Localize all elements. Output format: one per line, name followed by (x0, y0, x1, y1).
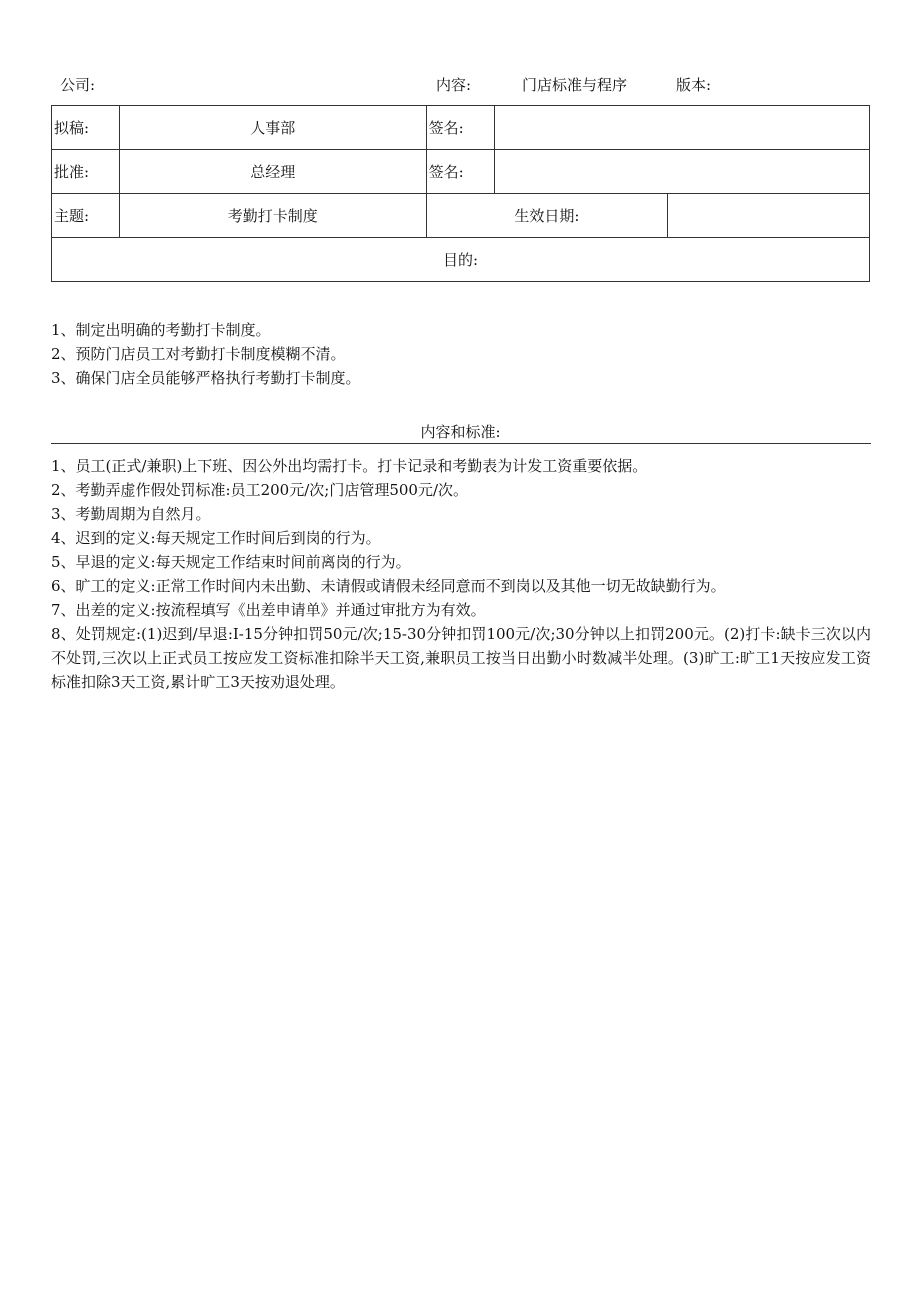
standard-item: 7、出差的定义:按流程填写《出差申请单》并通过审批方为有效。 (51, 601, 486, 619)
standards-list (51, 454, 871, 694)
approve-sign-field[interactable] (494, 150, 869, 194)
purpose-list (51, 318, 870, 390)
standard-item: 4、迟到的定义:每天规定工作时间后到岗的行为。 (51, 529, 381, 547)
draft-sign-label: 签名: (426, 106, 494, 150)
draft-row (52, 106, 870, 150)
effective-date-field[interactable] (668, 194, 870, 238)
draft-value: 人事部 (119, 106, 426, 150)
subject-value: 考勤打卡制度 (119, 194, 426, 238)
draft-label: 拟稿: (52, 106, 120, 150)
approve-sign-label: 签名: (426, 150, 494, 194)
purpose-item: 2、预防门店员工对考勤打卡制度模糊不清。 (51, 345, 346, 363)
purpose-row (52, 238, 870, 282)
effective-date-label: 生效日期: (426, 194, 668, 238)
purpose-label: 目的: (52, 238, 870, 282)
version-label: 版本: (676, 76, 712, 94)
approve-value: 总经理 (119, 150, 426, 194)
standards-divider (51, 443, 871, 444)
standard-item: 3、考勤周期为自然月。 (51, 505, 211, 523)
standard-item: 6、旷工的定义:正常工作时间内未出勤、未请假或请假未经同意而不到岗以及其他一切无故缺勤行为。 (51, 577, 726, 595)
purpose-item: 1、制定出明确的考勤打卡制度。 (51, 321, 271, 339)
standards-title: 内容和标准: (420, 423, 501, 441)
document-info-table (51, 105, 870, 282)
standard-item: 5、早退的定义:每天规定工作结束时间前离岗的行为。 (51, 553, 411, 571)
content-value: 门店标准与程序 (522, 76, 628, 94)
purpose-item: 3、确保门店全员能够严格执行考勤打卡制度。 (51, 369, 361, 387)
draft-sign-field[interactable] (494, 106, 869, 150)
approve-label: 批准: (52, 150, 120, 194)
subject-row (52, 194, 870, 238)
subject-label: 主题: (52, 194, 120, 238)
standard-item-penalties: 8、处罚规定:(1)迟到/早退:I-15分钟扣罚50元/次;15-30分钟扣罚100元/次;30分钟以上扣罚200元。(2)打卡:缺卡三次以内不处罚,三次以上正式员工按应发工资标准扣除半天工资,兼职员工按当日出勤小时数减半处理。(3)旷工:旷工1天按应发工资标准扣除3天工资,累计旷工3天按劝退处理。 (51, 625, 871, 691)
approve-row (52, 150, 870, 194)
content-label: 内容: (436, 76, 472, 94)
standard-item: 1、员工(正式/兼职)上下班、因公外出均需打卡。打卡记录和考勤表为计发工资重要依据。 (51, 457, 648, 475)
standard-item: 2、考勤弄虚作假处罚标准:员工200元/次;门店管理500元/次。 (51, 481, 469, 499)
company-label: 公司: (60, 76, 96, 94)
document-header (60, 74, 820, 96)
